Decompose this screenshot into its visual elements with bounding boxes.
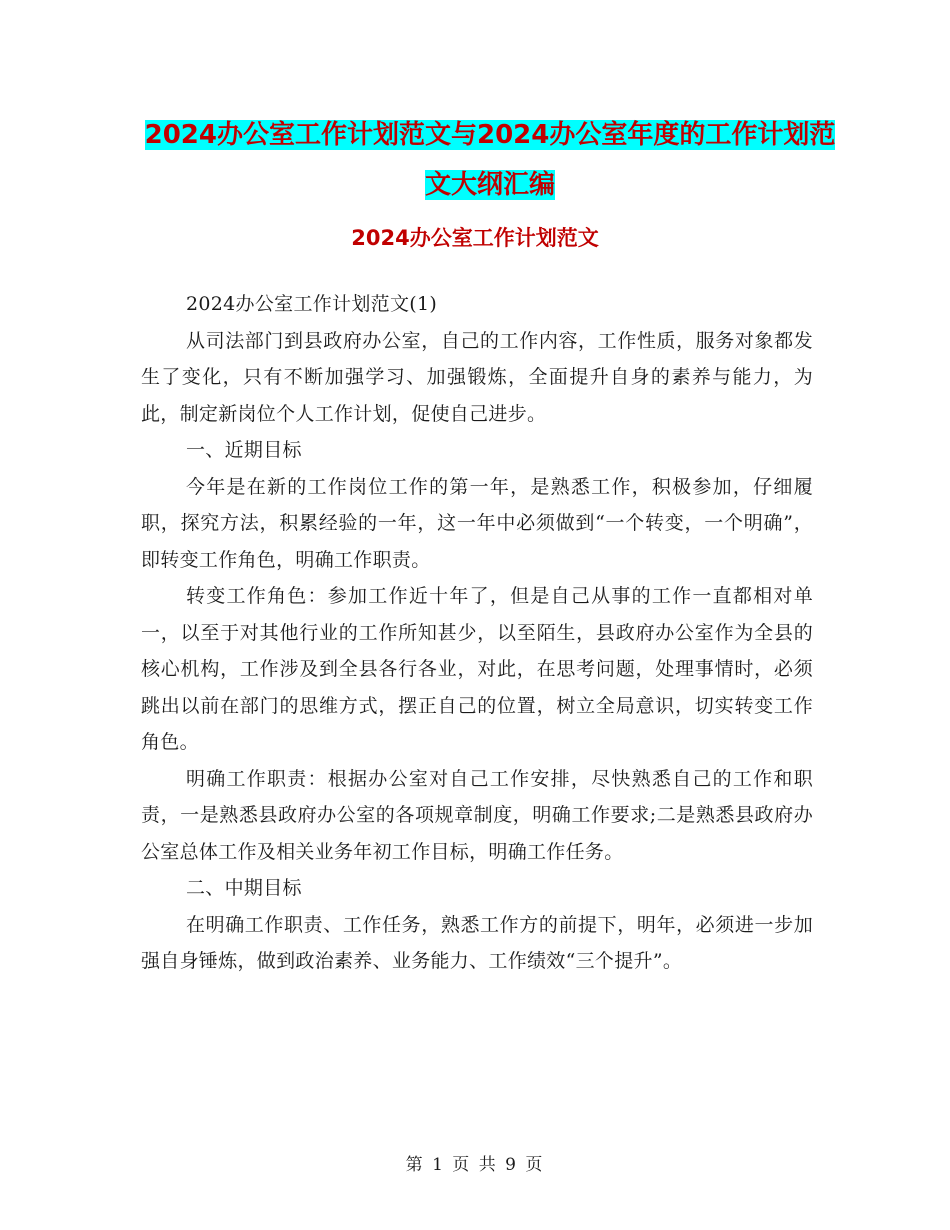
heading-mid-term-goals: 二、中期目标 bbox=[186, 877, 302, 899]
page-number-footer: 第 1 页 共 9 页 bbox=[405, 1155, 545, 1175]
document-body bbox=[141, 286, 813, 980]
paragraph: 明确工作职责：根据办公室对自己工作安排，尽快熟悉自己的工作和职责，一是熟悉县政府办公室的各项规章制度，明确工作要求;二是熟悉县政府办公室总体工作及相关业务年初工作目标，明确工作任务。 bbox=[141, 767, 813, 863]
paragraph: 在明确工作职责、工作任务，熟悉工作方的前提下，明年，必须进一步加强自身锤炼，做到政治素养、业务能力、工作绩效“三个提升”。 bbox=[141, 913, 813, 972]
document-title-text: 2024办公室工作计划范文与2024办公室年度的工作计划范文大纲汇编 bbox=[144, 120, 836, 200]
paragraph: 2024办公室工作计划范文(1) bbox=[186, 293, 438, 315]
paragraph: 从司法部门到县政府办公室，自己的工作内容，工作性质，服务对象都发生了变化，只有不断加强学习、加强锻炼，全面提升自身的素养与能力，为此，制定新岗位个人工作计划，促使自己进步。 bbox=[141, 329, 813, 425]
section-title: 2024办公室工作计划范文 bbox=[351, 226, 599, 250]
paragraph: 今年是在新的工作岗位工作的第一年，是熟悉工作，积极参加，仔细履职，探究方法，积累经验的一年，这一年中必须做到“一个转变，一个明确”，即转变工作角色，明确工作职责。 bbox=[141, 475, 813, 571]
document-title bbox=[140, 110, 840, 210]
paragraph: 转变工作角色：参加工作近十年了，但是自己从事的工作一直都相对单一，以至于对其他行业的工作所知甚少，以至陌生，县政府办公室作为全县的核心机构，工作涉及到全县各行各业，对此，在思考问题，处理事情时，必须跳出以前在部门的思维方式，摆正自己的位置，树立全局意识，切实转变工作角色。 bbox=[141, 585, 813, 753]
heading-near-term-goals: 一、近期目标 bbox=[186, 439, 302, 461]
